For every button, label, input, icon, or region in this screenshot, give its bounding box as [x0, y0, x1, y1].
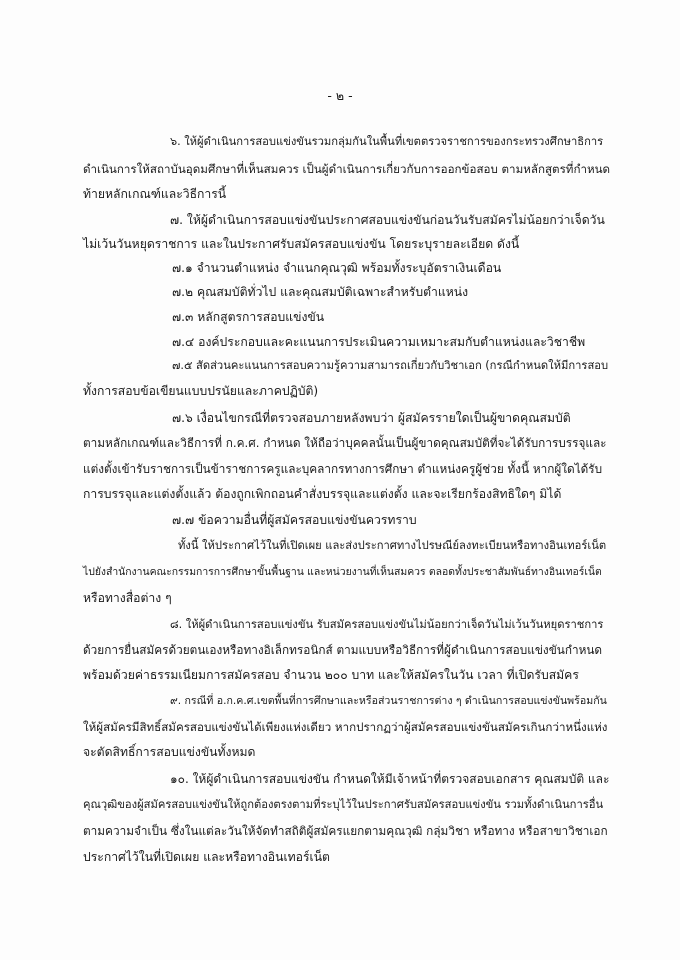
announcement-line-2: ไปยังสำนักงานคณะกรรมการการศึกษาขั้นพื้นฐาน และหน่วยงานที่เห็นสมควร ตลอดทั้งประชาสัมพันธ์ทางอินเทอร์เน็ต	[83, 566, 602, 578]
clause-7-line-1: ๗. ให้ผู้ดำเนินการสอบแข่งขันประกาศสอบแข่งขันก่อนวันรับสมัครไม่น้อยกว่าเจ็ดวัน	[170, 213, 605, 227]
clause-7-6-line-2: ตามหลักเกณฑ์และวิธีการที่ ก.ค.ศ. กำหนด ให้ถือว่าบุคคลนั้นเป็นผู้ขาดคุณสมบัติที่จะได้รับการบรรจุและ	[83, 436, 607, 450]
clause-10-line-2: คุณวุฒิของผู้สมัครสอบแข่งขันให้ถูกต้องตรงตามที่ระบุไว้ในประกาศรับสมัครสอบแข่งขัน รวมทั้งดำเนินการอื่น	[83, 798, 604, 811]
announcement-line-3: หรือทางสื่อต่าง ๆ	[83, 591, 172, 605]
clause-7-6-line-3: แต่งตั้งเข้ารับราชการเป็นข้าราชการครูและบุคลากรทางการศึกษา ตำแหน่งครูผู้ช่วย ทั้งนี้ หากผู้ใดได้รับ	[83, 462, 603, 476]
page-number: - ๒ -	[327, 88, 353, 103]
clause-10-line-4: ประกาศไว้ในที่เปิดเผย และหรือทางอินเทอร์เน็ต	[83, 850, 330, 864]
clause-7-6-line-4: การบรรจุและแต่งตั้งแล้ว ต้องถูกเพิกถอนคำสั่งบรรจุและแต่งตั้ง และจะเรียกร้องสิทธิใดๆ มิได้	[83, 487, 562, 501]
clause-6-line-1: ๖. ให้ผู้ดำเนินการสอบแข่งขันรวมกลุ่มกันในพื้นที่เขตตรวจราชการของกระทรวงศึกษาธิการ	[170, 135, 604, 148]
clause-8-line-3: พร้อมด้วยค่าธรรมเนียมการสมัครสอบ จำนวน ๒๐๐ บาท และให้สมัครในวัน เวลา ที่เปิดรับสมัคร	[83, 668, 579, 682]
clause-7-2: ๗.๒ คุณสมบัติทั่วไป และคุณสมบัติเฉพาะสำหรับตำแหน่ง	[172, 285, 469, 299]
clause-9-line-1: ๙. กรณีที่ อ.ก.ค.ศ.เขตพื้นที่การศึกษาและหรือส่วนราชการต่าง ๆ ดำเนินการสอบแข่งขันพร้อมกัน	[170, 695, 607, 707]
announcement-line-1: ทั้งนี้ ให้ประกาศไว้ในที่เปิดเผย และส่งประกาศทางไปรษณีย์ลงทะเบียนหรือทางอินเทอร์เน็ต	[178, 539, 607, 552]
clause-7-5-line-1: ๗.๕ สัดส่วนคะแนนการสอบความรู้ความสามารถเกี่ยวกับวิชาเอก (กรณีกำหนดให้มีการสอบ	[172, 359, 609, 372]
clause-9-line-2: ให้ผู้สมัครมีสิทธิ์สมัครสอบแข่งขันได้เพียงแห่งเดียว หากปรากฏว่าผู้สมัครสอบแข่งขันสมัครเกินกว่าหนึ่งแห่ง	[83, 720, 608, 734]
clause-7-3: ๗.๓ หลักสูตรการสอบแข่งขัน	[172, 310, 325, 324]
clause-9-line-3: จะตัดสิทธิ์การสอบแข่งขันทั้งหมด	[83, 745, 256, 759]
clause-6-line-2: ดำเนินการให้สถาบันอุดมศึกษาที่เห็นสมควร เป็นผู้ดำเนินการเกี่ยวกับการออกข้อสอบ ตามหลักสูตรที่กำหนด	[83, 162, 611, 176]
clause-10-line-1: ๑๐. ให้ผู้ดำเนินการสอบแข่งขัน กำหนดให้มีเจ้าหน้าที่ตรวจสอบเอกสาร คุณสมบัติ และ	[170, 772, 610, 786]
clause-6-line-3: ท้ายหลักเกณฑ์และวิธีการนี้	[83, 187, 227, 201]
clause-7-6-line-1: ๗.๖ เงื่อนไขกรณีที่ตรวจสอบภายหลังพบว่า ผู้สมัครรายใดเป็นผู้ขาดคุณสมบัติ	[172, 411, 571, 425]
clause-7-line-2: ไม่เว้นวันหยุดราชการ และในประกาศรับสมัครสอบแข่งขัน โดยระบุรายละเอียด ดังนี้	[83, 237, 520, 251]
clause-7-1: ๗.๑ จำนวนตำแหน่ง จำแนกคุณวุฒิ พร้อมทั้งระบุอัตราเงินเดือน	[172, 261, 502, 275]
clause-7-7: ๗.๗ ข้อความอื่นที่ผู้สมัครสอบแข่งขันควรทราบ	[172, 513, 417, 527]
clause-7-5-line-2: ทั้งการสอบข้อเขียนแบบปรนัยและภาคปฏิบัติ)	[83, 384, 319, 398]
clause-8-line-2: ด้วยการยื่นสมัครด้วยตนเองหรือทางอิเล็กทรอนิกส์ ตามแบบหรือวิธีการที่ผู้ดำเนินการสอบแข่งขันกำหนด	[83, 643, 603, 657]
clause-8-line-1: ๘. ให้ผู้ดำเนินการสอบแข่งขัน รับสมัครสอบแข่งขันไม่น้อยกว่าเจ็ดวันไม่เว้นวันหยุดราชการ	[170, 618, 604, 631]
clause-10-line-3: ตามความจำเป็น ซึ่งในแต่ละวันให้จัดทำสถิติผู้สมัครแยกตามคุณวุฒิ กลุ่มวิชา หรือทาง หรือสาขาวิชาเอก	[83, 824, 608, 838]
clause-7-4: ๗.๔ องค์ประกอบและคะแนนการประเมินความเหมาะสมกับตำแหน่งและวิชาชีพ	[172, 335, 586, 349]
